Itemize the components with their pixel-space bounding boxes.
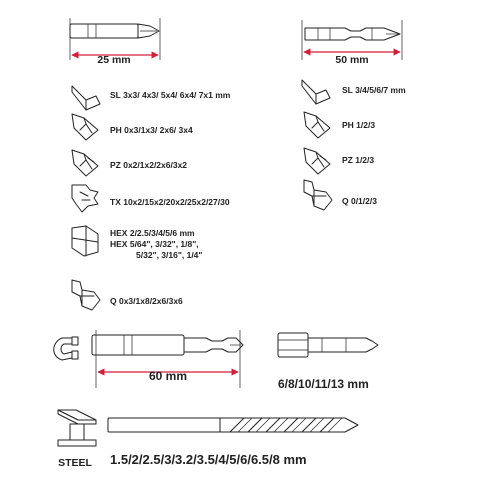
square-bit-icon (304, 180, 332, 210)
right-pz-label: PZ 1/2/3 (342, 155, 375, 165)
nut-setter-sizes: 6/8/10/11/13 mm (278, 377, 369, 391)
drill-sizes: 1.5/2/2.5/3/3.2/3.5/4/5/6/6.5/8 mm (110, 452, 307, 467)
bit-25mm-length: 25 mm (97, 54, 131, 66)
twist-drill-bit-icon (108, 418, 358, 432)
steel-beam-icon (58, 410, 96, 446)
left-hex-line1: HEX 2/2.5/3/4/5/6 mm (110, 228, 195, 238)
left-sl-label: SL 3x3/ 4x3/ 5x4/ 6x4/ 7x1 mm (110, 90, 231, 100)
pozidriv-bit-icon (72, 150, 98, 176)
left-ph-label: PH 0x3/1x3/ 2x6/ 3x4 (110, 125, 193, 135)
square-bit-icon (72, 280, 100, 310)
phillips-bit-icon (304, 112, 330, 138)
slotted-bit-icon (302, 80, 330, 104)
right-q-label: Q 0/1/2/3 (342, 196, 377, 206)
right-ph-label: PH 1/2/3 (342, 120, 376, 130)
hex-bit-icon (72, 226, 98, 256)
holder-length: 60 mm (148, 369, 188, 383)
left-hex-line2: HEX 5/64", 3/32", 1/8", (110, 239, 199, 249)
slotted-bit-icon (72, 86, 100, 110)
right-sl-label: SL 3/4/5/6/7 mm (342, 85, 406, 95)
nut-setter-icon (278, 333, 378, 357)
magnet-icon (54, 337, 78, 360)
phillips-bit-icon (72, 114, 98, 140)
torx-bit-icon (72, 185, 98, 212)
left-pz-label: PZ 0x2/1x2/2x6/3x2 (110, 160, 188, 170)
pozidriv-bit-icon (304, 148, 330, 174)
left-hex-line3: 5/32", 3/16", 1/4" (136, 250, 203, 260)
left-tx-label: TX 10x2/15x2/20x2/25x2/27/30 (110, 197, 230, 207)
left-q-label: Q 0x3/1x8/2x6/3x6 (110, 296, 183, 306)
bit-50mm-length: 50 mm (335, 54, 369, 66)
steel-label: STEEL (58, 457, 92, 469)
